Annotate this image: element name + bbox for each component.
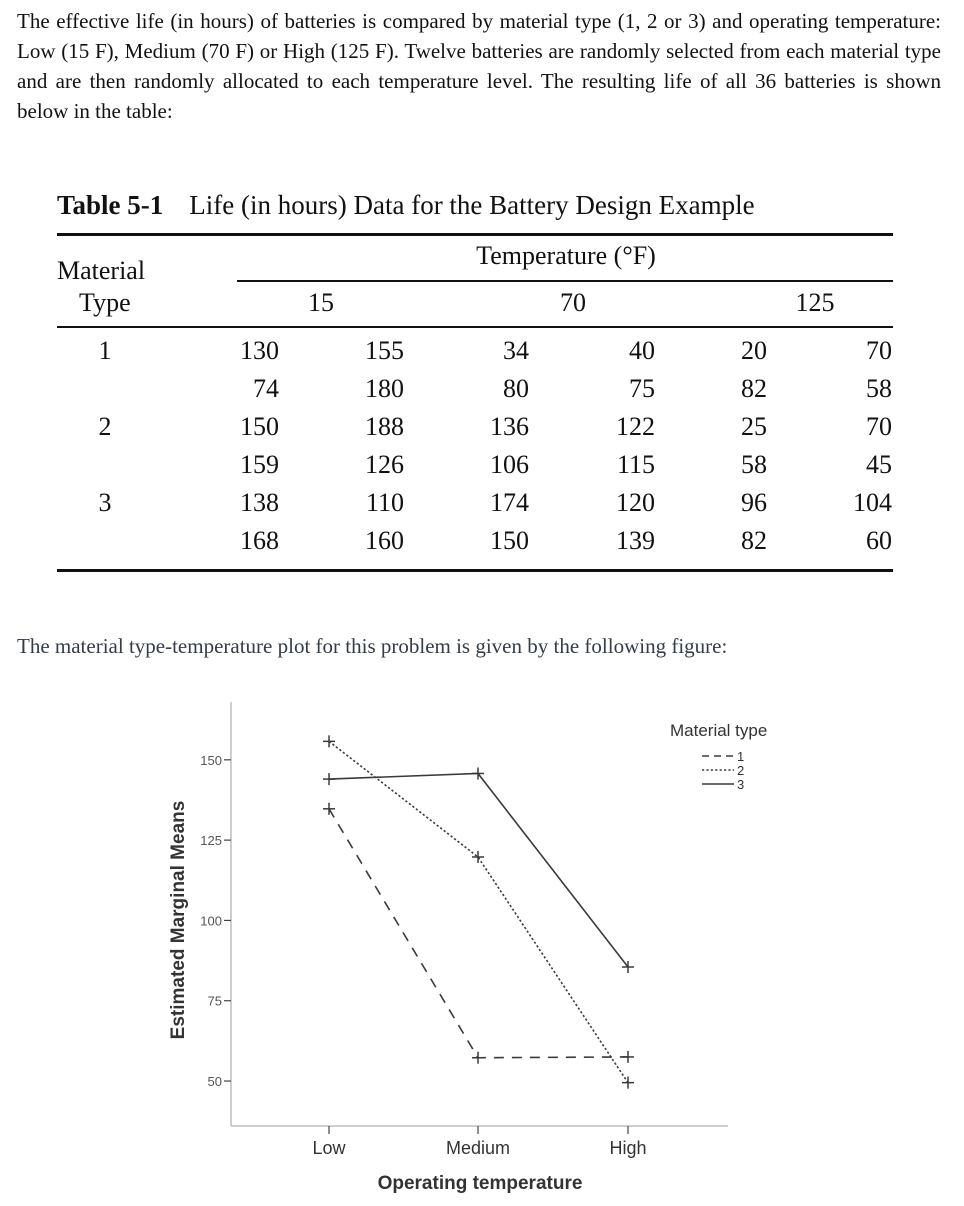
- table-cell: 58: [741, 450, 767, 479]
- table-cell: 159: [240, 450, 279, 479]
- table-cell: 106: [490, 450, 529, 479]
- legend-label-3: 3: [737, 777, 745, 792]
- series-1-point: [472, 1052, 484, 1064]
- table-cell: 96: [741, 488, 767, 517]
- table-cell: 75: [629, 374, 655, 403]
- y-axis-title: Estimated Marginal Means: [168, 800, 189, 1040]
- x-axis-title: Operating temperature: [377, 1173, 583, 1194]
- header-type: Type: [79, 288, 131, 317]
- table-cell: 34: [503, 336, 529, 365]
- table-cell: 138: [240, 488, 279, 517]
- y-tick-label: 125: [200, 833, 222, 849]
- table-cell: 74: [253, 374, 279, 403]
- table-cell: 80: [503, 374, 529, 403]
- table-cell: 155: [365, 336, 404, 365]
- temp-level-15: 15: [308, 288, 334, 317]
- temp-level-70: 70: [560, 288, 586, 317]
- chart-legend: [670, 721, 767, 792]
- table-cell: 82: [741, 526, 767, 555]
- legend-label-1: 1: [737, 749, 745, 764]
- table-cell: 45: [866, 450, 892, 479]
- temp-level-125: 125: [795, 288, 835, 317]
- interaction-plot: [0, 686, 964, 1206]
- series-1-point: [323, 803, 335, 815]
- series-2-point: [472, 851, 484, 863]
- table-cell: 139: [616, 526, 655, 555]
- table-cell: 20: [741, 336, 767, 365]
- table-cell: 126: [365, 450, 404, 479]
- material-type-2: 2: [98, 412, 112, 441]
- table-cell: 160: [365, 526, 404, 555]
- x-tick-label: Low: [312, 1138, 346, 1158]
- legend-label-2: 2: [737, 763, 745, 778]
- table-top-rule: [57, 233, 893, 236]
- table-cell: 188: [365, 412, 404, 441]
- table-bottom-rule: [57, 569, 893, 572]
- table-cell: 82: [741, 374, 767, 403]
- x-tick-label: High: [609, 1138, 647, 1158]
- table-cell: 150: [490, 526, 529, 555]
- series-3-point: [323, 773, 335, 785]
- table-caption-title: Life (in hours) Data for the Battery Design Example: [189, 190, 755, 220]
- table-cell: 104: [853, 488, 892, 517]
- figure-intro-text: The material type-temperature plot for this problem is given by the following figure:: [17, 634, 728, 658]
- material-type-3: 3: [98, 488, 112, 517]
- table-cell: 150: [240, 412, 279, 441]
- table-cell: 130: [240, 336, 279, 365]
- chart-series: [323, 735, 634, 1088]
- series-2-point: [622, 1077, 634, 1089]
- table-temperature-rule: [237, 280, 893, 282]
- legend-title: Material type: [670, 721, 768, 740]
- table-cell: 40: [629, 336, 655, 365]
- series-1-point: [622, 1051, 634, 1063]
- y-tick-label: 75: [207, 993, 222, 1009]
- table-cell: 180: [365, 374, 404, 403]
- table-cell: 120: [616, 488, 655, 517]
- chart-ticks: [200, 753, 646, 1158]
- table-cell: 174: [490, 488, 529, 517]
- table-cell: 60: [866, 526, 892, 555]
- series-2-line: [329, 741, 628, 1082]
- table-cell: 115: [616, 450, 655, 479]
- y-tick-label: 150: [200, 752, 222, 768]
- material-type-1: 1: [98, 336, 112, 365]
- table-cell: 168: [240, 526, 279, 555]
- table-header-rule: [57, 326, 893, 328]
- series-1-line: [329, 809, 628, 1058]
- table-cell: 70: [866, 412, 892, 441]
- chart-axes: [168, 702, 728, 1194]
- table-cell: 110: [365, 488, 404, 517]
- battery-life-table: [57, 190, 893, 575]
- table-caption: [57, 190, 755, 221]
- table-cell: 25: [741, 412, 767, 441]
- table-cell: 122: [616, 412, 655, 441]
- intro-paragraph: The effective life (in hours) of batteries is compared by material type (1, 2 or 3) and operating temperature: Low (15 F), Medium (70 F) or High (125 F). Twelve batteries are randomly selected from each material type and are then randomly allocated to each temperature level. The resulting life of all 36 batteries is shown below in the table:: [17, 9, 941, 123]
- y-tick-label: 50: [207, 1074, 222, 1090]
- header-material: Material: [57, 256, 146, 285]
- table-cell: 136: [490, 412, 529, 441]
- x-tick-label: Medium: [445, 1138, 511, 1158]
- table-cell: 70: [866, 336, 892, 365]
- series-3-line: [329, 773, 628, 967]
- y-tick-label: 100: [200, 913, 222, 929]
- header-temperature: Temperature (°F): [476, 241, 656, 270]
- table-cell: 58: [866, 374, 892, 403]
- table-caption-number: Table 5-1: [57, 190, 164, 220]
